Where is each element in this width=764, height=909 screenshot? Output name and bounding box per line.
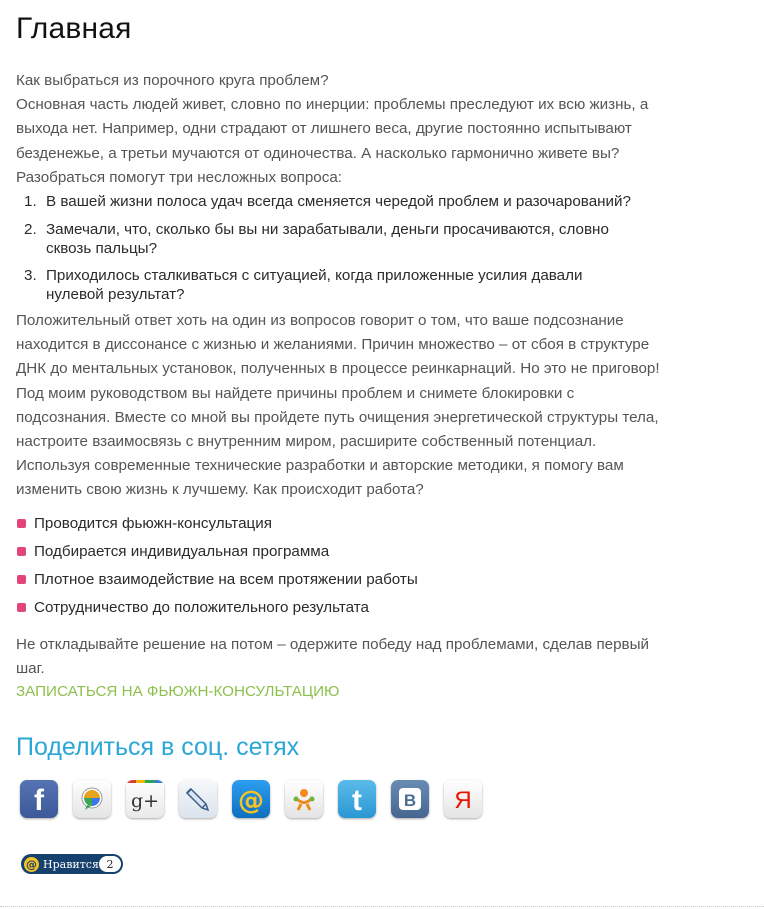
intro-line: Разобраться помогут три несложных вопроса:	[16, 168, 343, 186]
question-text: Приходилось сталкиваться с ситуацией, когда приложенные усилия давали	[46, 267, 583, 284]
facebook-icon[interactable]	[20, 780, 58, 818]
question-number: 3.	[24, 267, 37, 284]
bottom-divider	[0, 906, 764, 907]
body-line: подсознания. Вместе со мной вы пройдете путь очищения энергетической структуры тела,	[16, 408, 659, 426]
question-text: Замечали, что, сколько бы вы ни зарабатывали, деньги просачиваются, словно	[46, 221, 609, 238]
body-line: находится в диссонансе с жизнью и желаниями. Причин множество – от сбоя в структуре	[16, 336, 650, 354]
odnoklassniki-icon[interactable]	[285, 780, 323, 818]
feature-text: Подбирается индивидуальная программа	[34, 543, 330, 560]
twitter-glyph: t	[352, 784, 362, 817]
body-line: Под моим руководством вы найдете причины проблем и снимете блокировки с	[16, 384, 575, 402]
body-line: ДНК до ментальных установок, полученных в процессе реинкарнаций. Но это не приговор!	[16, 360, 660, 378]
question-text: сквозь пальцы?	[46, 240, 158, 257]
closing-line: шаг.	[16, 660, 45, 678]
like-button[interactable]	[21, 854, 123, 874]
body-line: изменить свою жизнь к лучшему. Как происходит работа?	[16, 481, 424, 499]
yandex-glyph: Я	[454, 787, 472, 814]
twitter-icon[interactable]	[338, 780, 376, 818]
intro-line: Основная часть людей живет, словно по инерции: проблемы преследуют их всю жизнь, а	[16, 96, 649, 114]
bullet-icon	[17, 519, 26, 528]
feature-text: Проводится фьюжн-консультация	[34, 515, 272, 532]
google-buzz-icon[interactable]	[73, 780, 111, 818]
page-title: Главная	[16, 12, 132, 45]
question-text: В вашей жизни полоса удач всегда сменяется чередой проблем и разочарований?	[46, 193, 631, 210]
bullet-icon	[17, 603, 26, 612]
google-plus-icon[interactable]	[126, 780, 164, 818]
question-number: 1.	[24, 193, 37, 210]
mail-ru-at-icon: @	[26, 857, 37, 871]
livejournal-icon[interactable]	[179, 780, 217, 818]
share-heading: Поделиться в соц. сетях	[16, 733, 300, 761]
body-line: настроите взаимосвязь с внутренним миром, расширите собственный потенциал.	[16, 433, 597, 451]
fusion-consultation-link[interactable]: ЗАПИСАТЬСЯ НА ФЬЮЖН-КОНСУЛЬТАЦИЮ	[16, 683, 340, 700]
vkontakte-glyph: B	[403, 791, 417, 810]
feature-text: Сотрудничество до положительного результата	[34, 599, 369, 616]
question-number: 2.	[24, 221, 37, 238]
vkontakte-icon[interactable]	[391, 780, 429, 818]
body-line: Положительный ответ хоть на один из вопросов говорит о том, что ваше подсознание	[16, 312, 624, 329]
closing-line: Не откладывайте решение на потом – одержите победу над проблемами, сделав первый	[16, 636, 650, 653]
intro-line: выхода нет. Например, одни страдают от лишнего веса, другие постоянно испытывают	[16, 120, 632, 138]
bullet-icon	[17, 575, 26, 584]
intro-line: Как выбраться из порочного круга проблем?	[16, 72, 329, 89]
body-paragraph	[16, 309, 660, 503]
body-line: Используя современные технические разработки и авторские методики, я помогу вам	[16, 457, 624, 475]
question-text: нулевой результат?	[46, 286, 185, 303]
google-plus-glyph: g+	[130, 790, 160, 812]
facebook-glyph: f	[34, 784, 44, 817]
closing-paragraph	[16, 633, 649, 681]
like-label: Нравится	[43, 857, 99, 871]
bullet-icon	[17, 547, 26, 556]
mail-ru-icon[interactable]	[232, 780, 270, 818]
intro-paragraph	[16, 69, 648, 190]
yandex-icon[interactable]	[444, 780, 482, 818]
feature-text: Плотное взаимодействие на всем протяжении работы	[34, 571, 418, 588]
mail-ru-glyph: @	[238, 786, 264, 816]
like-count: 2	[99, 856, 121, 872]
intro-line: безденежье, а третьи мучаются от одиночества. А насколько гармонично живете вы?	[16, 144, 620, 162]
